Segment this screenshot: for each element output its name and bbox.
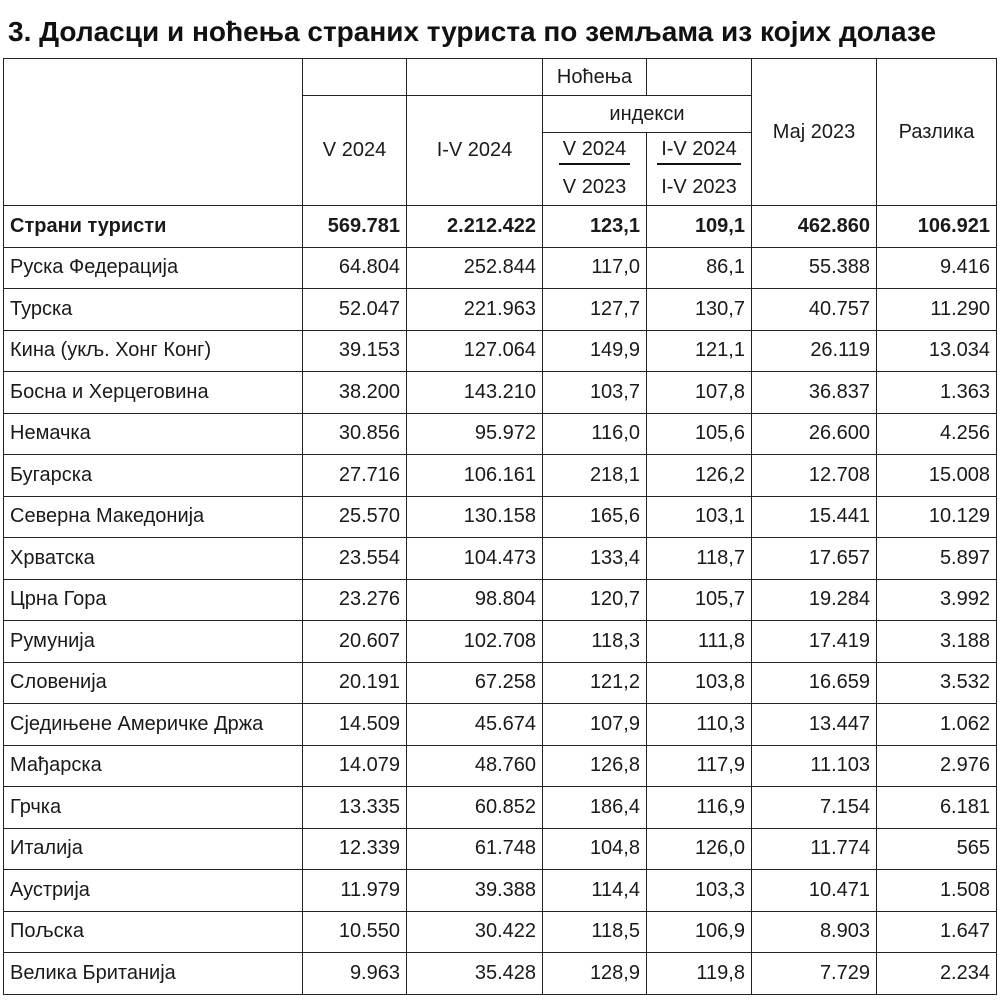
table-row	[4, 372, 997, 414]
cell-v2024: 27.716	[303, 455, 407, 497]
cell-razlika: 5.897	[877, 538, 997, 580]
cell-idx2: 103,3	[647, 870, 752, 912]
cell-idx1: 123,1	[543, 206, 647, 248]
cell-idx1: 165,6	[543, 496, 647, 538]
cell-idx2: 105,7	[647, 579, 752, 621]
cell-razlika: 1.363	[877, 372, 997, 414]
cell-razlika: 13.034	[877, 330, 997, 372]
cell-v2024: 20.607	[303, 621, 407, 663]
table-row	[4, 330, 997, 372]
cell-idx2: 126,0	[647, 828, 752, 870]
cell-iv2024: 48.760	[407, 745, 543, 787]
cell-razlika: 1.647	[877, 911, 997, 953]
cell-idx2: 126,2	[647, 455, 752, 497]
table-row	[4, 787, 997, 829]
cell-razlika: 565	[877, 828, 997, 870]
cell-maj2023: 16.659	[752, 662, 877, 704]
cell-name: Мађарска	[4, 745, 303, 787]
cell-iv2024: 30.422	[407, 911, 543, 953]
table-row	[4, 538, 997, 580]
cell-maj2023: 26.119	[752, 330, 877, 372]
cell-iv2024: 252.844	[407, 247, 543, 289]
cell-idx2: 119,8	[647, 953, 752, 995]
cell-iv2024: 95.972	[407, 413, 543, 455]
table-row	[4, 828, 997, 870]
header-idx1-top-cell	[543, 133, 647, 170]
cell-v2024: 10.550	[303, 911, 407, 953]
cell-maj2023: 11.103	[752, 745, 877, 787]
cell-name: Италија	[4, 828, 303, 870]
cell-name: Црна Гора	[4, 579, 303, 621]
cell-idx1: 133,4	[543, 538, 647, 580]
cell-razlika: 3.532	[877, 662, 997, 704]
cell-iv2024: 39.388	[407, 870, 543, 912]
cell-idx1: 117,0	[543, 247, 647, 289]
cell-v2024: 14.509	[303, 704, 407, 746]
cell-idx2: 109,1	[647, 206, 752, 248]
table-row	[4, 953, 997, 995]
cell-v2024: 39.153	[303, 330, 407, 372]
cell-idx1: 114,4	[543, 870, 647, 912]
cell-iv2024: 67.258	[407, 662, 543, 704]
cell-razlika: 2.234	[877, 953, 997, 995]
cell-maj2023: 11.774	[752, 828, 877, 870]
header-empty-cell	[4, 59, 303, 206]
cell-iv2024: 2.212.422	[407, 206, 543, 248]
tourists-table	[3, 58, 997, 995]
cell-razlika: 1.062	[877, 704, 997, 746]
cell-maj2023: 17.419	[752, 621, 877, 663]
header-idx1-bottom: V 2023	[543, 169, 647, 206]
cell-idx1: 116,0	[543, 413, 647, 455]
cell-name: Немачка	[4, 413, 303, 455]
cell-iv2024: 127.064	[407, 330, 543, 372]
cell-iv2024: 45.674	[407, 704, 543, 746]
table-row	[4, 247, 997, 289]
page-title: 3. Доласци и ноћења страних туриста по земљама из којих долазе	[8, 16, 937, 47]
header-razlika: Разлика	[877, 59, 997, 206]
cell-maj2023: 26.600	[752, 413, 877, 455]
cell-maj2023: 7.729	[752, 953, 877, 995]
cell-idx2: 107,8	[647, 372, 752, 414]
cell-v2024: 38.200	[303, 372, 407, 414]
cell-v2024: 20.191	[303, 662, 407, 704]
cell-iv2024: 221.963	[407, 289, 543, 331]
cell-v2024: 13.335	[303, 787, 407, 829]
cell-v2024: 23.276	[303, 579, 407, 621]
cell-maj2023: 8.903	[752, 911, 877, 953]
header-idx1-top: V 2024	[559, 138, 630, 165]
cell-maj2023: 462.860	[752, 206, 877, 248]
table-row	[4, 455, 997, 497]
cell-idx1: 120,7	[543, 579, 647, 621]
table-row	[4, 911, 997, 953]
cell-name: Страни туристи	[4, 206, 303, 248]
cell-v2024: 64.804	[303, 247, 407, 289]
cell-razlika: 9.416	[877, 247, 997, 289]
total-row	[4, 206, 997, 248]
cell-idx2: 110,3	[647, 704, 752, 746]
cell-maj2023: 10.471	[752, 870, 877, 912]
cell-v2024: 23.554	[303, 538, 407, 580]
cell-maj2023: 36.837	[752, 372, 877, 414]
cell-name: Румунија	[4, 621, 303, 663]
cell-idx1: 118,3	[543, 621, 647, 663]
table-header	[4, 59, 997, 206]
cell-name: Босна и Херцеговина	[4, 372, 303, 414]
cell-razlika: 106.921	[877, 206, 997, 248]
cell-name: Пољска	[4, 911, 303, 953]
cell-iv2024: 102.708	[407, 621, 543, 663]
cell-idx2: 86,1	[647, 247, 752, 289]
table-row	[4, 745, 997, 787]
cell-idx2: 118,7	[647, 538, 752, 580]
cell-idx1: 118,5	[543, 911, 647, 953]
cell-name: Кина (укљ. Хонг Конг)	[4, 330, 303, 372]
cell-idx2: 116,9	[647, 787, 752, 829]
header-iv2024: I-V 2024	[407, 96, 543, 206]
cell-v2024: 14.079	[303, 745, 407, 787]
cell-maj2023: 17.657	[752, 538, 877, 580]
header-maj2023: Мај 2023	[752, 59, 877, 206]
header-idx2-bottom: I-V 2023	[647, 169, 752, 206]
header-idx2-top-cell	[647, 133, 752, 170]
cell-v2024: 569.781	[303, 206, 407, 248]
cell-maj2023: 15.441	[752, 496, 877, 538]
cell-maj2023: 55.388	[752, 247, 877, 289]
cell-idx1: 121,2	[543, 662, 647, 704]
cell-name: Хрватска	[4, 538, 303, 580]
cell-name: Руска Федерација	[4, 247, 303, 289]
cell-iv2024: 104.473	[407, 538, 543, 580]
cell-razlika: 2.976	[877, 745, 997, 787]
cell-idx1: 126,8	[543, 745, 647, 787]
header-blank-iv2024	[407, 59, 543, 96]
header-blank-idx	[647, 59, 752, 96]
cell-idx1: 128,9	[543, 953, 647, 995]
cell-name: Бугарска	[4, 455, 303, 497]
cell-idx1: 103,7	[543, 372, 647, 414]
cell-razlika: 3.188	[877, 621, 997, 663]
cell-maj2023: 40.757	[752, 289, 877, 331]
cell-idx1: 149,9	[543, 330, 647, 372]
cell-idx2: 121,1	[647, 330, 752, 372]
cell-idx1: 104,8	[543, 828, 647, 870]
cell-v2024: 9.963	[303, 953, 407, 995]
table-row	[4, 704, 997, 746]
header-v2024: V 2024	[303, 96, 407, 206]
cell-idx2: 106,9	[647, 911, 752, 953]
table-row	[4, 579, 997, 621]
header-indeksi: индекси	[543, 96, 752, 133]
cell-iv2024: 130.158	[407, 496, 543, 538]
cell-idx2: 103,8	[647, 662, 752, 704]
cell-idx2: 130,7	[647, 289, 752, 331]
cell-idx1: 218,1	[543, 455, 647, 497]
cell-iv2024: 60.852	[407, 787, 543, 829]
cell-name: Сједињене Америчке Држа	[4, 704, 303, 746]
cell-maj2023: 13.447	[752, 704, 877, 746]
table-row	[4, 413, 997, 455]
cell-razlika: 1.508	[877, 870, 997, 912]
cell-v2024: 52.047	[303, 289, 407, 331]
cell-razlika: 4.256	[877, 413, 997, 455]
cell-maj2023: 19.284	[752, 579, 877, 621]
cell-iv2024: 106.161	[407, 455, 543, 497]
cell-razlika: 3.992	[877, 579, 997, 621]
cell-v2024: 12.339	[303, 828, 407, 870]
cell-idx1: 107,9	[543, 704, 647, 746]
cell-iv2024: 35.428	[407, 953, 543, 995]
cell-idx1: 186,4	[543, 787, 647, 829]
table-row	[4, 289, 997, 331]
cell-razlika: 15.008	[877, 455, 997, 497]
cell-idx2: 111,8	[647, 621, 752, 663]
cell-idx1: 127,7	[543, 289, 647, 331]
cell-name: Грчка	[4, 787, 303, 829]
table-row	[4, 870, 997, 912]
table-row	[4, 496, 997, 538]
cell-iv2024: 143.210	[407, 372, 543, 414]
header-idx2-top: I-V 2024	[657, 138, 741, 165]
cell-idx2: 117,9	[647, 745, 752, 787]
cell-name: Велика Британија	[4, 953, 303, 995]
table-row	[4, 621, 997, 663]
cell-idx2: 103,1	[647, 496, 752, 538]
header-blank-v2024	[303, 59, 407, 96]
cell-maj2023: 12.708	[752, 455, 877, 497]
header-nocenja: Ноћења	[543, 59, 647, 96]
cell-v2024: 25.570	[303, 496, 407, 538]
cell-name: Аустрија	[4, 870, 303, 912]
cell-name: Турска	[4, 289, 303, 331]
cell-name: Словенија	[4, 662, 303, 704]
cell-razlika: 6.181	[877, 787, 997, 829]
table-row	[4, 662, 997, 704]
cell-name: Северна Македонија	[4, 496, 303, 538]
cell-razlika: 11.290	[877, 289, 997, 331]
cell-iv2024: 61.748	[407, 828, 543, 870]
cell-maj2023: 7.154	[752, 787, 877, 829]
cell-razlika: 10.129	[877, 496, 997, 538]
cell-v2024: 30.856	[303, 413, 407, 455]
cell-v2024: 11.979	[303, 870, 407, 912]
cell-idx2: 105,6	[647, 413, 752, 455]
cell-iv2024: 98.804	[407, 579, 543, 621]
table-body	[4, 206, 997, 995]
